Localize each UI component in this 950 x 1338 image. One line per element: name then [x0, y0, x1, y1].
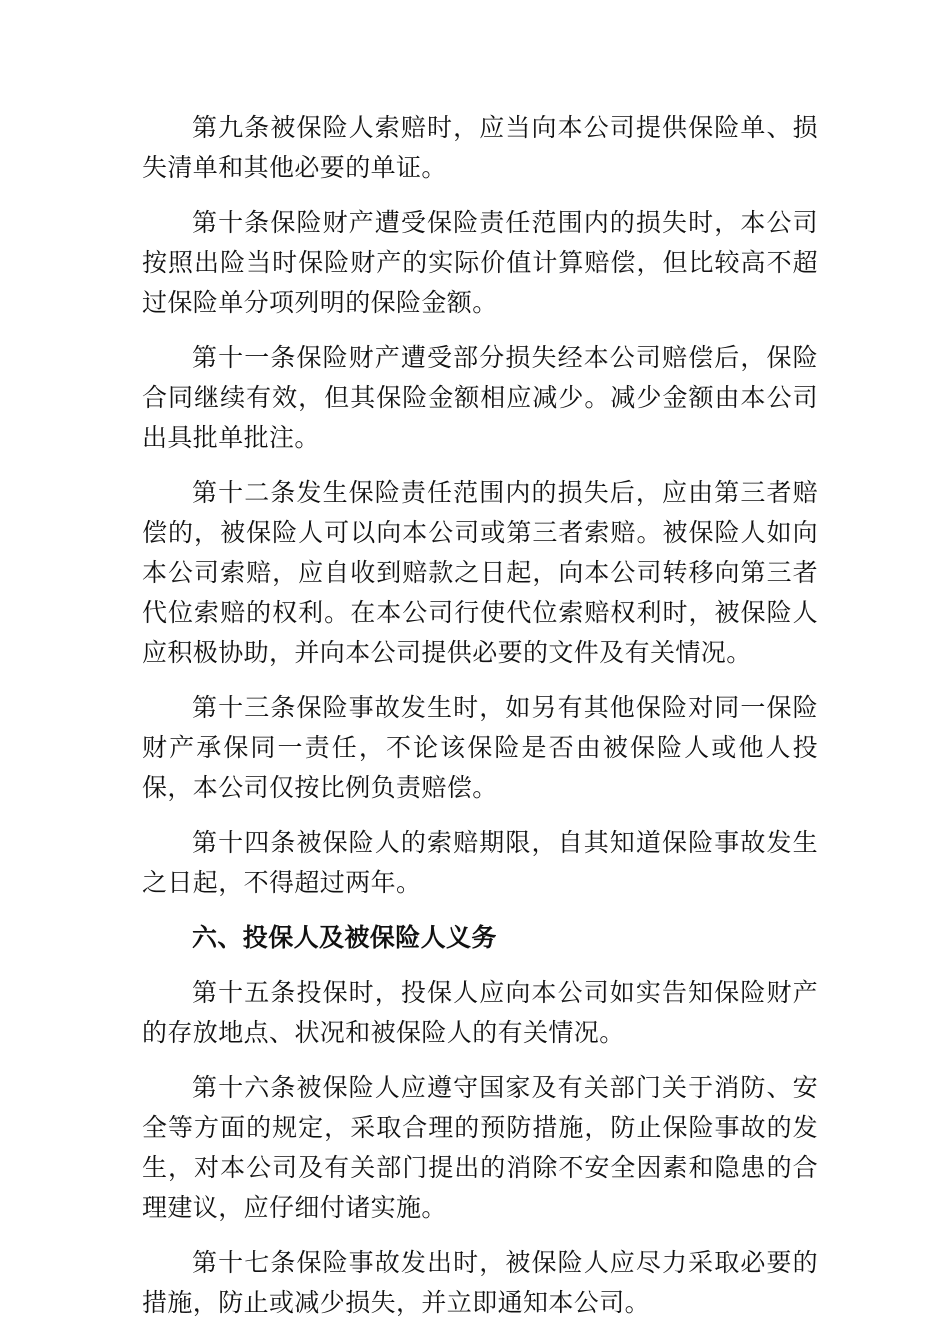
article-15: 第十五条投保时，投保人应向本公司如实告知保险财产的存放地点、状况和被保险人的有关情况。 [142, 978, 818, 1047]
article-17: 第十七条保险事故发出时，被保险人应尽力采取必要的措施，防止或减少损失，并立即通知本公司。 [142, 1248, 818, 1317]
article-9: 第九条被保险人索赔时，应当向本公司提供保险单、损失清单和其他必要的单证。 [142, 113, 818, 182]
section-heading: 六、投保人及被保险人义务 [192, 923, 497, 952]
document-body [142, 108, 818, 1338]
article-12: 第十二条发生保险责任范围内的损失后，应由第三者赔偿的，被保险人可以向本公司或第三者索赔。被保险人如向本公司索赔，应自收到赔款之日起，向本公司转移向第三者代位索赔的权利。在本公司行使代位索赔权利时，被保险人应积极协助，并向本公司提供必要的文件及有关情况。 [142, 478, 818, 667]
article-13: 第十三条保险事故发生时，如另有其他保险对同一保险财产承保同一责任，不论该保险是否由被保险人或他人投保，本公司仅按比例负责赔偿。 [142, 693, 818, 802]
article-11: 第十一条保险财产遭受部分损失经本公司赔偿后，保险合同继续有效，但其保险金额相应减少。减少金额由本公司出具批单批注。 [142, 343, 818, 452]
article-16: 第十六条被保险人应遵守国家及有关部门关于消防、安全等方面的规定，采取合理的预防措施，防止保险事故的发生，对本公司及有关部门提出的消除不安全因素和隐患的合理建议，应仔细付诸实施。 [142, 1073, 818, 1222]
article-10: 第十条保险财产遭受保险责任范围内的损失时，本公司按照出险当时保险财产的实际价值计算赔偿，但比较高不超过保险单分项列明的保险金额。 [142, 208, 818, 317]
article-14: 第十四条被保险人的索赔期限，自其知道保险事故发生之日起，不得超过两年。 [142, 828, 818, 897]
